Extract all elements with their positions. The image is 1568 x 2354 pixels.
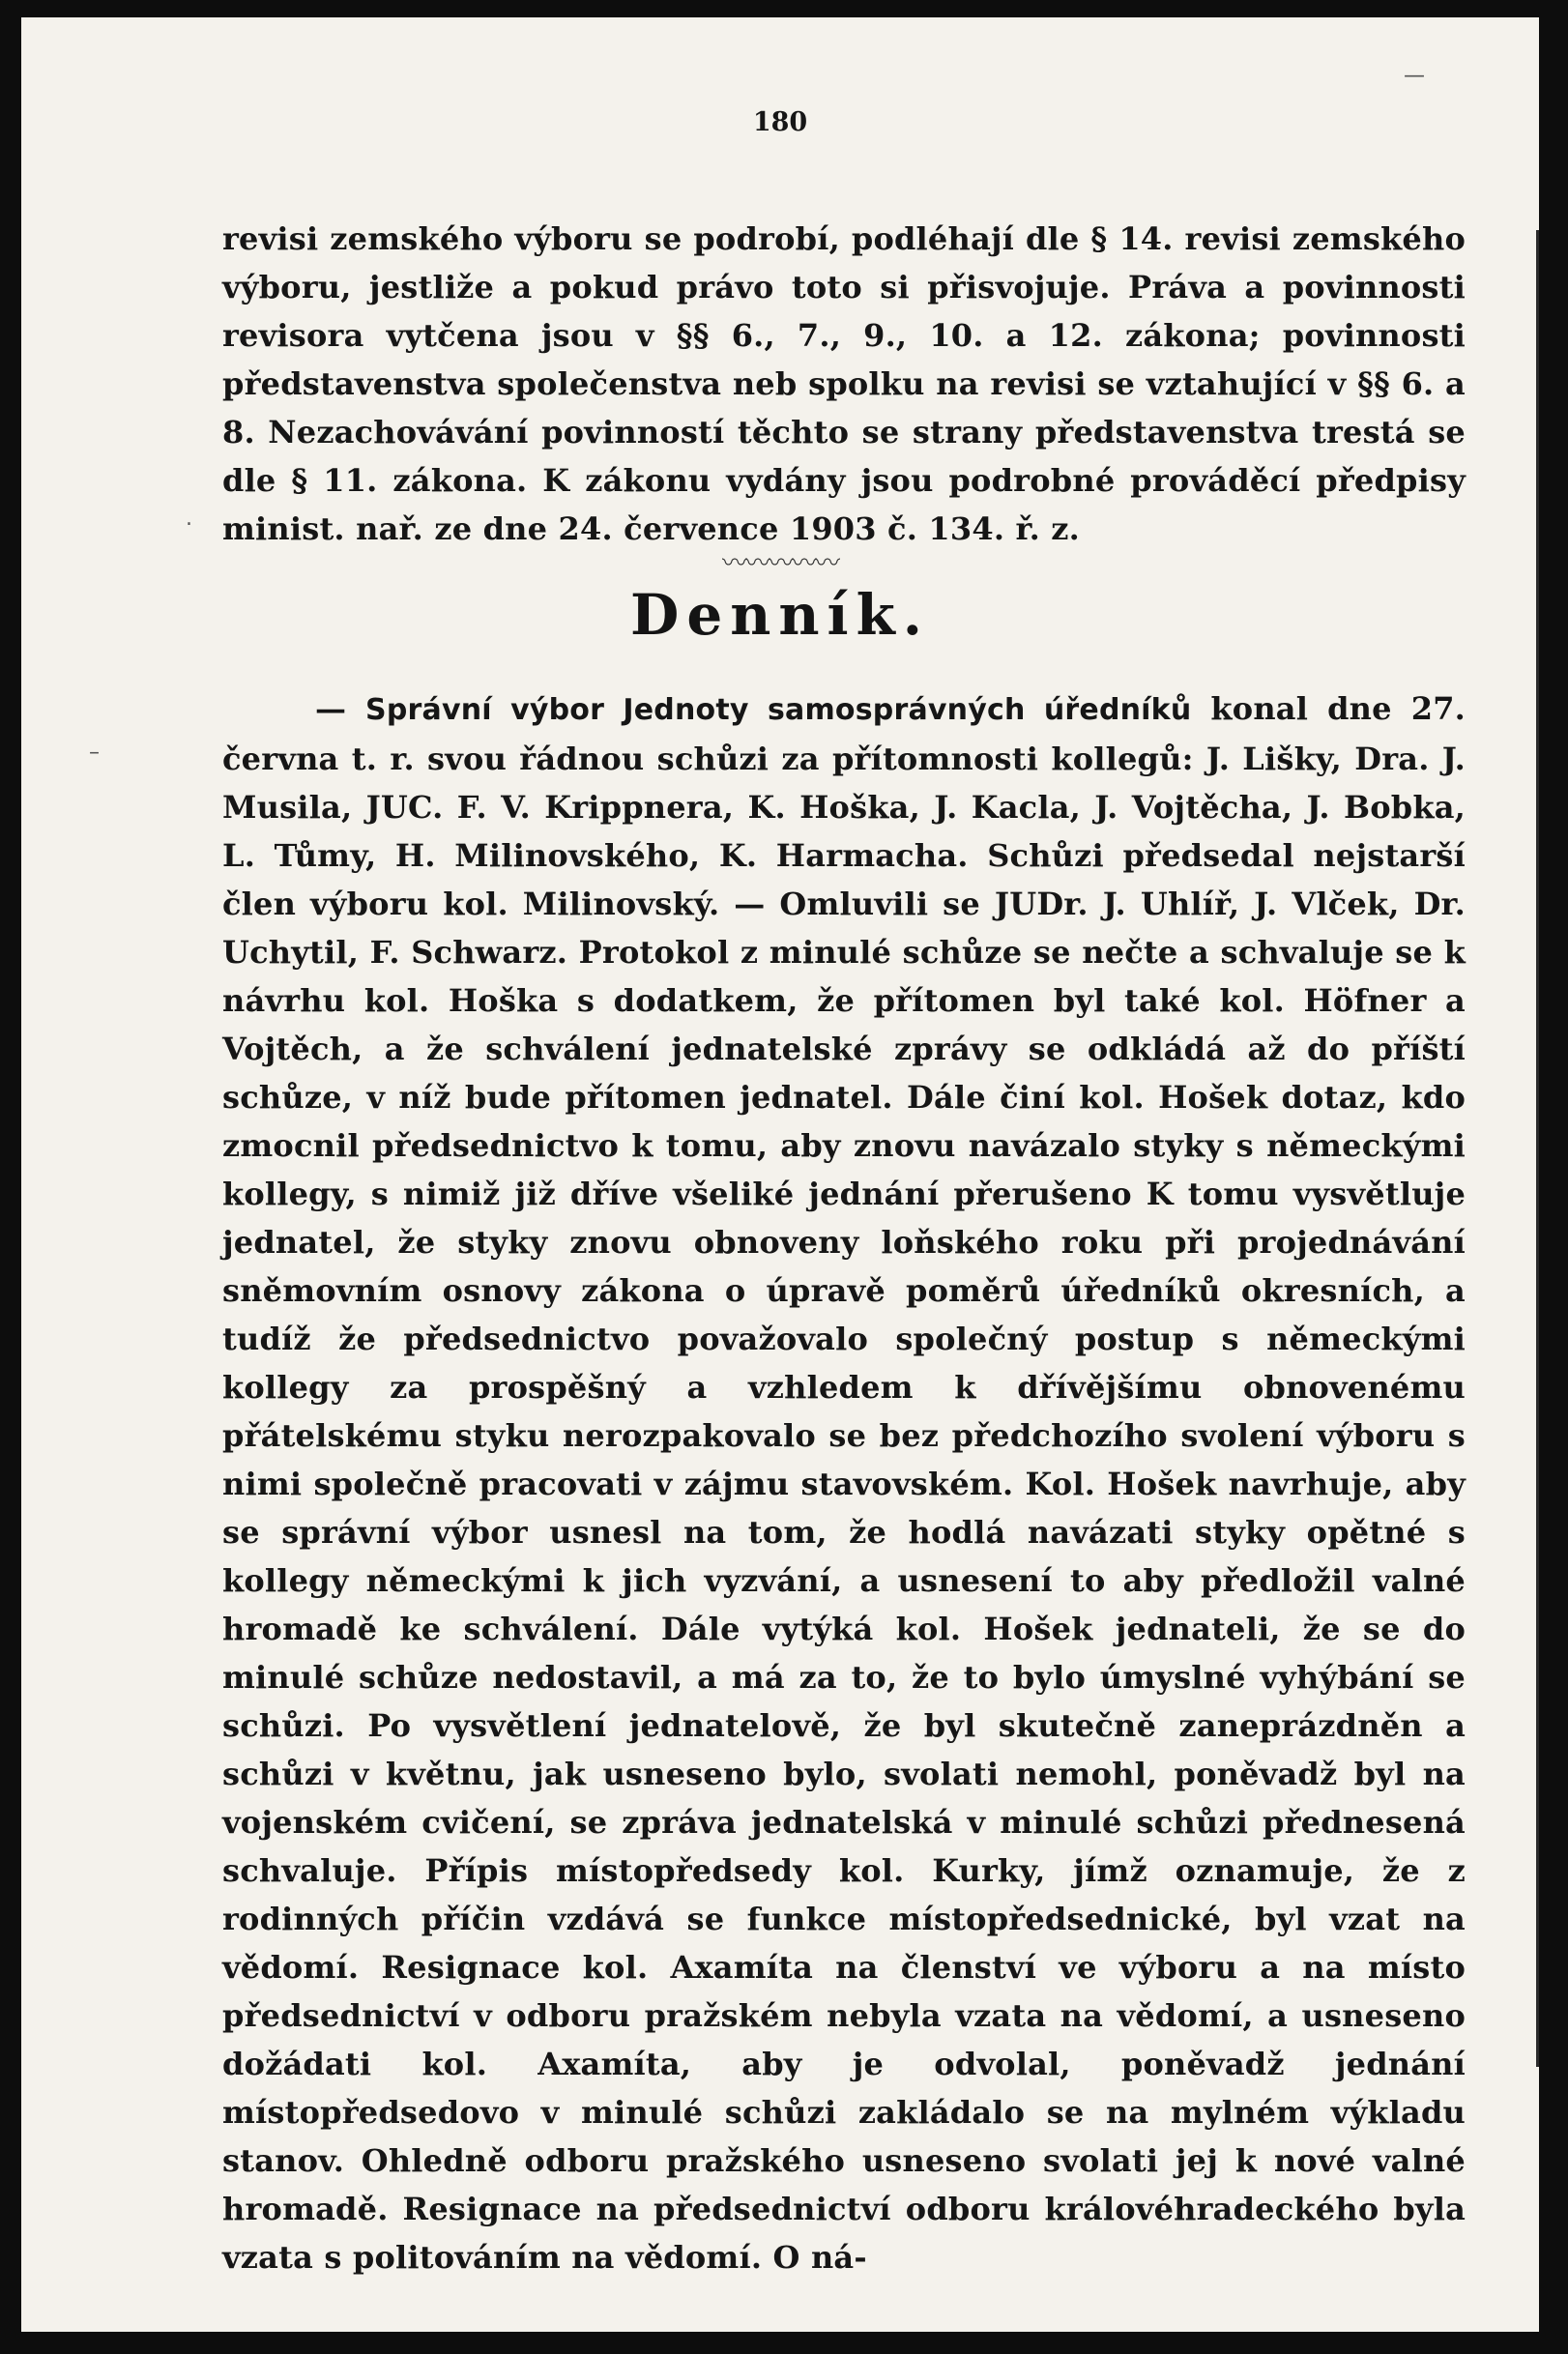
- intro-paragraph-block: [222, 215, 1466, 553]
- margin-mark-left-dash: –: [89, 741, 100, 765]
- report-paragraph-block: [222, 684, 1466, 2281]
- section-heading: Denník.: [630, 582, 930, 648]
- section-ornament: 〰〰〰〰〰: [721, 549, 838, 578]
- lead-dash: —: [315, 690, 346, 727]
- report-paragraph: [222, 684, 1466, 2281]
- organization-name: Správní výbor Jednoty samosprávných úředníků: [365, 693, 1192, 727]
- report-body: konal dne 27. června t. r. svou řádnou schůzi za přítomnosti kollegů: J. Lišky, Dra. J. Musila, JUC. F. V. Krippnera, K. Hoška, J. Kacla, J. Vojtěcha, J. Bobka, L. Tůmy, H. Milinovského, K. Harmacha. Schůzi předsedal nejstarší člen výboru kol. Milinovský. — Omluvili se JUDr. J. Uhlíř, J. Vlček, Dr. Uchytil, F. Schwarz. Protokol z minulé schůze se nečte a schvaluje se k návrhu kol. Hoška s dodatkem, že přítomen byl také kol. Höfner a Vojtěch, a že schválení jednatelské zprávy se odkládá až do příští schůze, v níž bude přítomen jednatel. Dále činí kol. Hošek dotaz, kdo zmocnil předsednictvo k tomu, aby znovu navázalo styky s německými kollegy, s nimiž již dříve všeliké jednání přerušeno K tomu vysvětluje jednatel, že styky znovu obnoveny loňského roku při projednávání sněmovním osnovy zákona o úpravě poměrů úředníků okresních, a tudíž že předsednictvo považovalo společný postup s německými kollegy za prospěšný a vzhledem k dřívějšímu obnovenému přátelskému styku nerozpakovalo se bez předchozího svolení výboru s nimi společně pracovati v zájmu stavovském. Kol. Hošek navrhuje, aby se správní výbor usnesl na tom, že hodlá navázati styky opětné s kollegy německými k jich vyzvání, a usnesení to aby předložil valné hromadě ke schválení. Dále vytýká kol. Hošek jednateli, že se do minulé schůze nedostavil, a má za to, že to bylo úmyslné vyhýbání se schůzi. Po vysvětlení jednatelově, že byl skutečně zaneprázdněn a schůzi v květnu, jak usneseno bylo, svolati nemohl, poněvadž byl na vojenském cvičení, se zpráva jednatelská v minulé schůzi přednesená schvaluje. Přípis místopředsedy kol. Kurky, jímž oznamuje, že z rodinných příčin vzdává se funkce místopředsednické, byl vzat na vědomí. Resignace kol. Axamíta na členství ve výboru a na místo předsednictví v odboru pražském nebyla vzata na vědomí, a usneseno dožádati kol. Axamíta, aby je odvolal, poněvadž jednání místopředsedovo v minulé schůzi zakládalo se na mylném výkladu stanov. Ohledně odboru pražského usneseno svolati jej k nové valné hromadě. Resignace na předsednictví odboru královéhradeckého byla vzata s politováním na vědomí. O ná-: [222, 690, 1466, 2276]
- intro-paragraph: revisi zemského výboru se podrobí, podléhají dle § 14. revisi zemského výboru, jestliže a pokud právo toto si přisvojuje. Práva a povinnosti revisora vytčena jsou v §§ 6., 7., 9., 10. a 12. zákona; povinnosti představenstva společenstva neb spolku na revisi se vztahující v §§ 6. a 8. Nezachovávání povinností těchto se strany představenstva trestá se dle § 11. zákona. K zákonu vydány jsou podrobné prováděcí předpisy minist. nař. ze dne 24. července 1903 č. 134. ř. z.: [222, 220, 1466, 547]
- document-page: [21, 17, 1539, 2332]
- page-edge-shadow: [1536, 230, 1539, 2067]
- margin-mark-top-right: —: [1404, 64, 1425, 88]
- margin-mark-left-dot: .: [186, 507, 192, 531]
- page-number: 180: [752, 107, 808, 137]
